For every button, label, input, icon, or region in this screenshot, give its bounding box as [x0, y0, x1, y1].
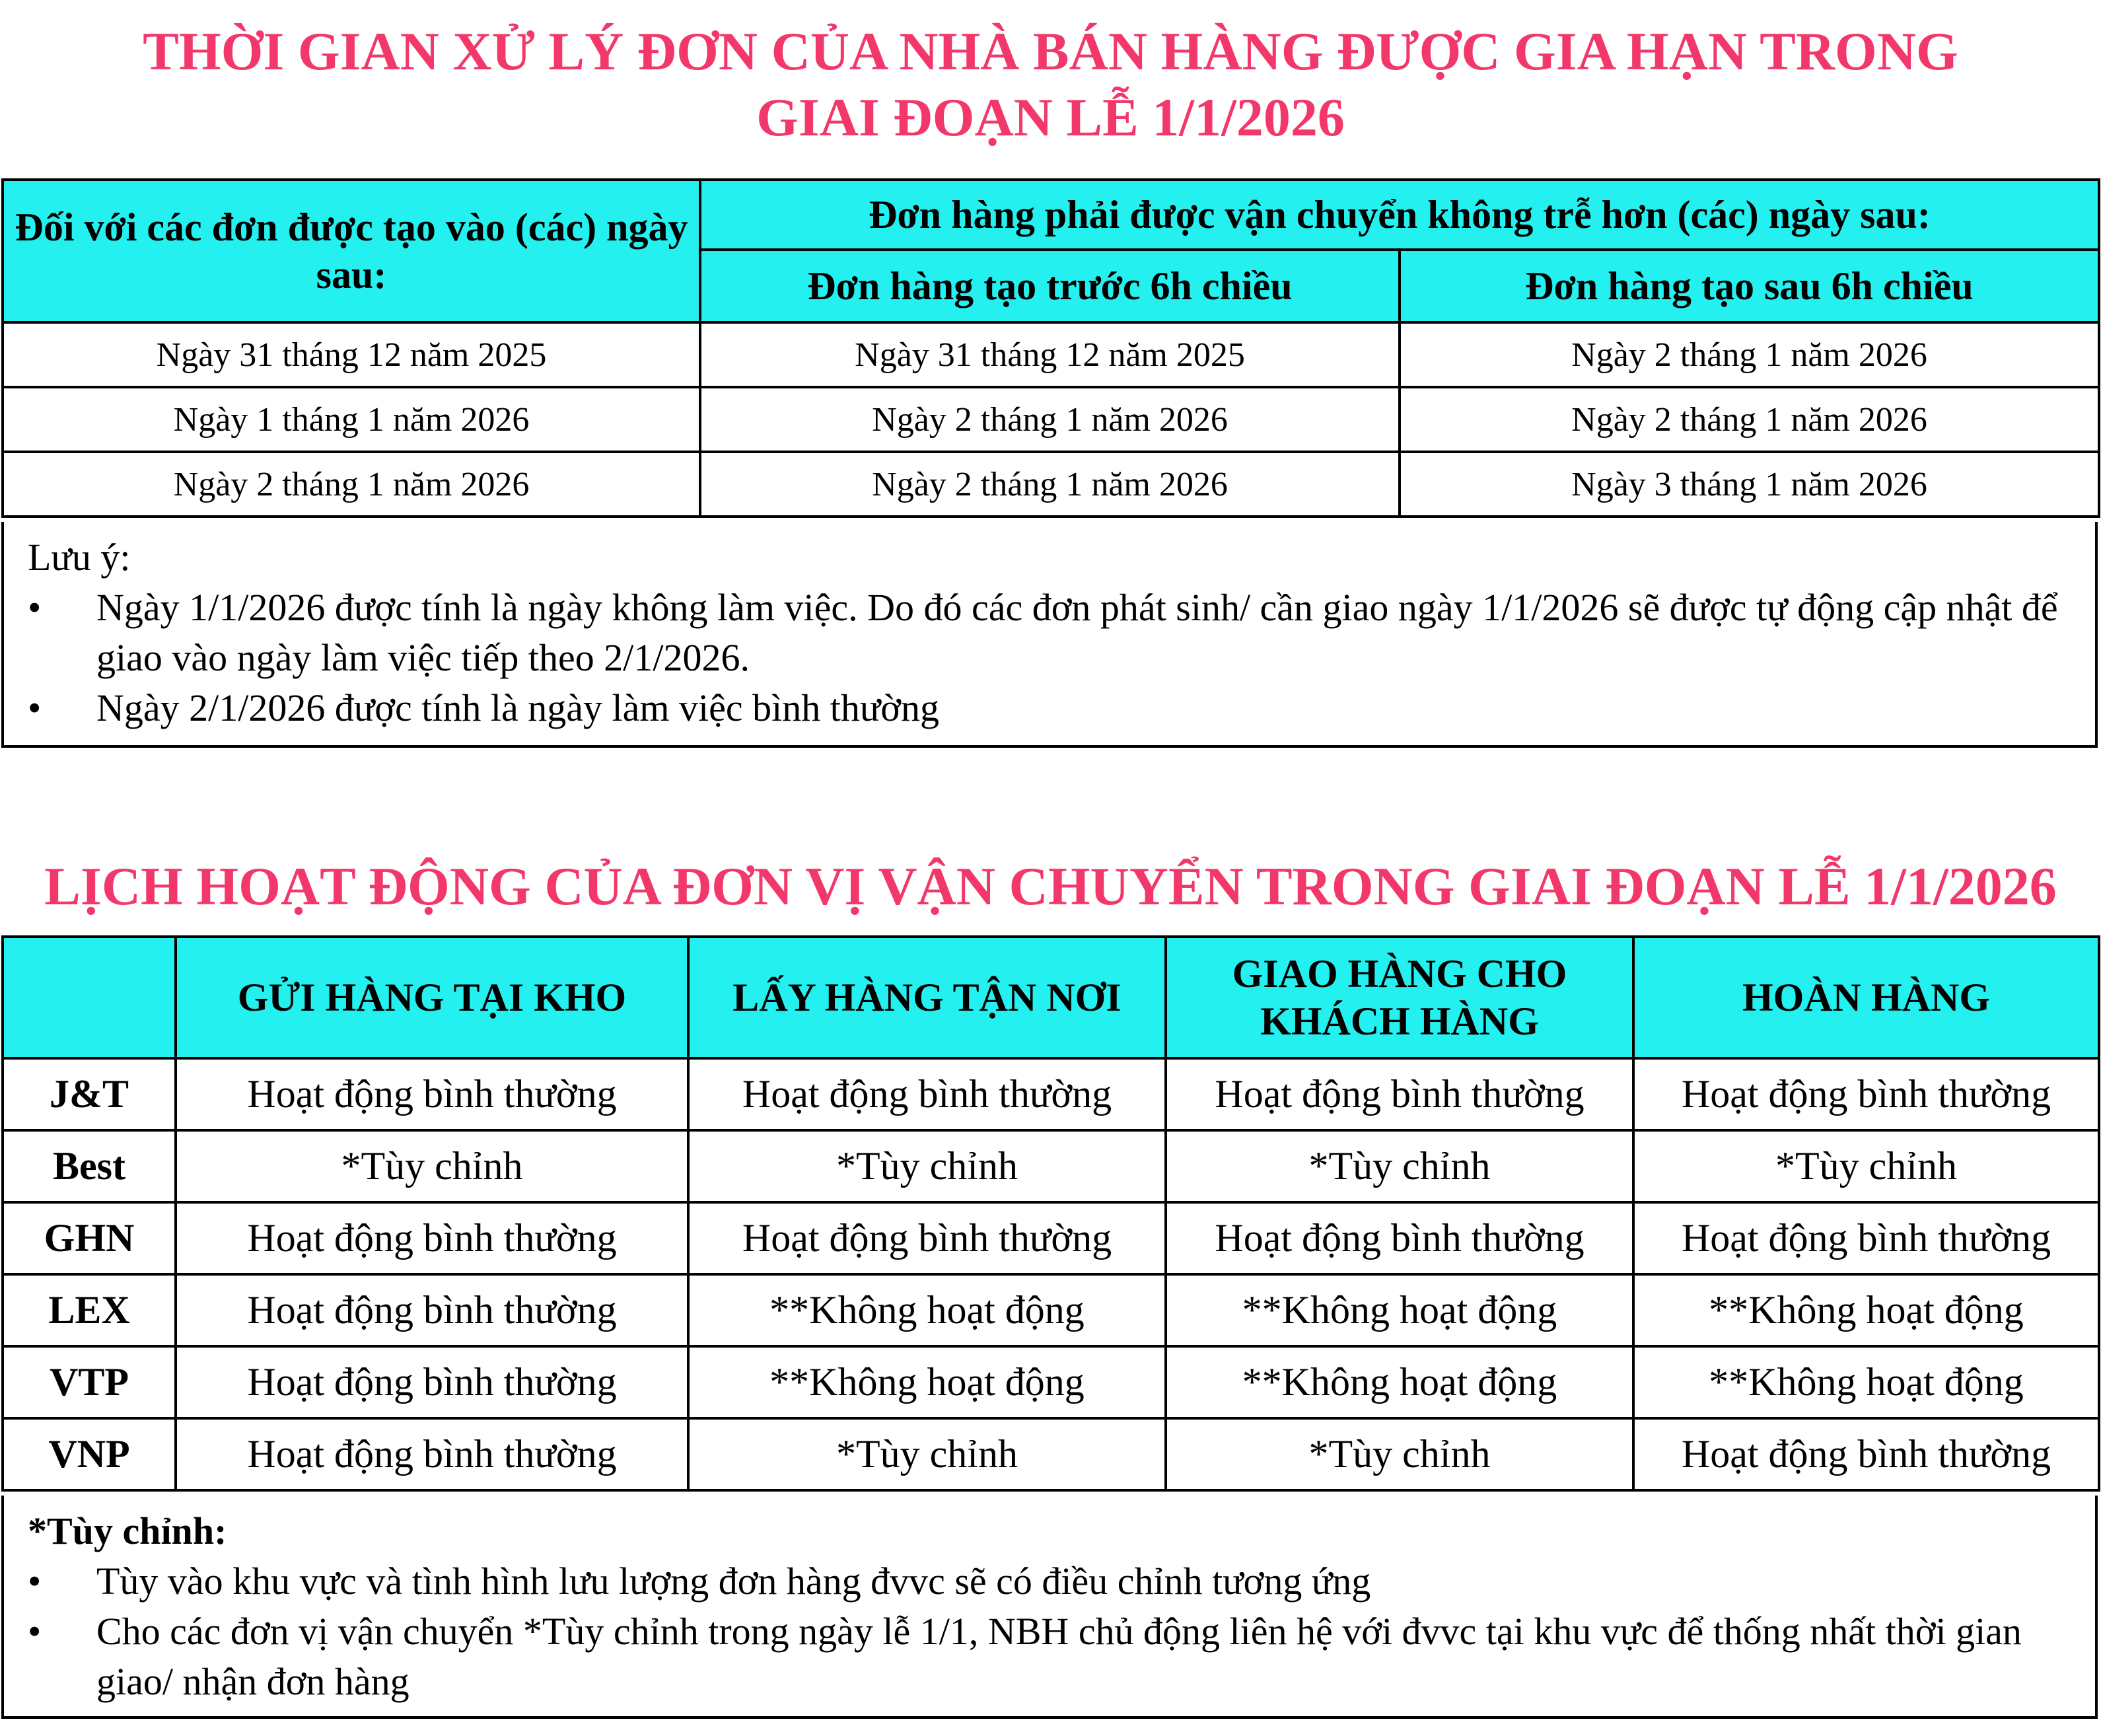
- table-cell: *Tùy chỉnh: [176, 1130, 688, 1202]
- list-item: [28, 583, 2071, 683]
- carrier-name: LEX: [3, 1274, 176, 1346]
- table-cell: Hoạt động bình thường: [1166, 1202, 1633, 1274]
- carrier-schedule-title: LỊCH HOẠT ĐỘNG CỦA ĐƠN VỊ VẬN CHUYỂN TRONG GIAI ĐOẠN LỄ 1/1/2026: [44, 856, 2057, 916]
- table-cell: **Không hoạt động: [688, 1346, 1166, 1418]
- header-delivery: GIAO HÀNG CHO KHÁCH HÀNG: [1166, 937, 1633, 1058]
- table-cell: Ngày 2 tháng 1 năm 2026: [1400, 322, 2099, 387]
- table-cell: *Tùy chỉnh: [688, 1130, 1166, 1202]
- table-cell: Hoạt động bình thường: [1633, 1418, 2099, 1490]
- carrier-name: GHN: [3, 1202, 176, 1274]
- table-cell: **Không hoạt động: [1633, 1346, 2099, 1418]
- table-row: [3, 387, 2099, 452]
- table-row: [3, 1346, 2099, 1418]
- header-after-6pm: Đơn hàng tạo sau 6h chiều: [1400, 250, 2099, 322]
- table-cell: Hoạt động bình thường: [688, 1202, 1166, 1274]
- title-line-2: GIAI ĐOẠN LỄ 1/1/2026: [756, 87, 1345, 147]
- carrier-name: J&T: [3, 1058, 176, 1130]
- table-cell: **Không hoạt động: [1166, 1346, 1633, 1418]
- table-cell: **Không hoạt động: [688, 1274, 1166, 1346]
- table-row: [3, 1058, 2099, 1130]
- bullet-icon: •: [28, 686, 42, 729]
- table-cell: Ngày 1 tháng 1 năm 2026: [3, 387, 700, 452]
- carrier-name: VTP: [3, 1346, 176, 1418]
- table-row: [3, 322, 2099, 387]
- table-cell: Ngày 31 tháng 12 năm 2025: [700, 322, 1400, 387]
- bullet-icon: •: [28, 586, 42, 629]
- note-text: Ngày 1/1/2026 được tính là ngày không làm việc. Do đó các đơn phát sinh/ cần giao ngày 1/1/2026 sẽ được tự động cập nhật để giao vào ngày làm việc tiếp theo 2/1/2026.: [96, 586, 2058, 679]
- table-cell: Ngày 2 tháng 1 năm 2026: [700, 452, 1400, 517]
- processing-time-title: [0, 18, 2101, 151]
- table-cell: Ngày 2 tháng 1 năm 2026: [1400, 387, 2099, 452]
- header-ship-by: Đơn hàng phải được vận chuyển không trễ hơn (các) ngày sau:: [700, 180, 2099, 250]
- table-cell: *Tùy chỉnh: [1166, 1418, 1633, 1490]
- header-pickup: LẤY HÀNG TẬN NƠI: [688, 937, 1166, 1058]
- carrier-name: VNP: [3, 1418, 176, 1490]
- list-item: [28, 683, 2071, 733]
- carrier-schedule-table: [1, 935, 2100, 1492]
- header-carrier: [3, 937, 176, 1058]
- table-cell: Hoạt động bình thường: [1633, 1202, 2099, 1274]
- table-row: [3, 1274, 2099, 1346]
- bullet-icon: •: [28, 1560, 42, 1603]
- carrier-name: Best: [3, 1130, 176, 1202]
- table-cell: Ngày 2 tháng 1 năm 2026: [700, 387, 1400, 452]
- note-text: Tùy vào khu vực và tình hình lưu lượng đơn hàng đvvc sẽ có điều chỉnh tương ứng: [96, 1560, 1371, 1603]
- table-cell: Hoạt động bình thường: [1166, 1058, 1633, 1130]
- table-cell: **Không hoạt động: [1633, 1274, 2099, 1346]
- table-cell: Ngày 31 tháng 12 năm 2025: [3, 322, 700, 387]
- note-text: Cho các đơn vị vận chuyển *Tùy chỉnh trong ngày lễ 1/1, NBH chủ động liên hệ với đvvc tại khu vực để thống nhất thời gian giao/ nhận đơn hàng: [96, 1610, 2022, 1703]
- table-cell: *Tùy chỉnh: [1166, 1130, 1633, 1202]
- custom-notes: [1, 1496, 2098, 1719]
- table-cell: *Tùy chỉnh: [688, 1418, 1166, 1490]
- processing-time-table: [1, 178, 2100, 518]
- header-before-6pm: Đơn hàng tạo trước 6h chiều: [700, 250, 1400, 322]
- note-title: *Tùy chỉnh:: [28, 1509, 227, 1552]
- list-item: [28, 1607, 2071, 1707]
- table-cell: **Không hoạt động: [1166, 1274, 1633, 1346]
- table-row: [3, 1130, 2099, 1202]
- list-item: [28, 1556, 2071, 1607]
- title-line-1: THỜI GIAN XỬ LÝ ĐƠN CỦA NHÀ BÁN HÀNG ĐƯỢC GIA HẠN TRONG: [143, 21, 1958, 81]
- table-cell: Hoạt động bình thường: [1633, 1058, 2099, 1130]
- table-row: [3, 452, 2099, 517]
- table-cell: Hoạt động bình thường: [176, 1418, 688, 1490]
- table-cell: Ngày 2 tháng 1 năm 2026: [3, 452, 700, 517]
- table-cell: Hoạt động bình thường: [688, 1058, 1166, 1130]
- table-cell: Hoạt động bình thường: [176, 1274, 688, 1346]
- table-row: [3, 1202, 2099, 1274]
- table-cell: *Tùy chỉnh: [1633, 1130, 2099, 1202]
- table-cell: Ngày 3 tháng 1 năm 2026: [1400, 452, 2099, 517]
- header-created-date: Đối với các đơn được tạo vào (các) ngày sau:: [3, 180, 700, 322]
- bullet-icon: •: [28, 1610, 42, 1653]
- note-text: Ngày 2/1/2026 được tính là ngày làm việc bình thường: [96, 686, 939, 729]
- processing-notes: [1, 522, 2098, 748]
- table-row: [3, 1418, 2099, 1490]
- header-return: HOÀN HÀNG: [1633, 937, 2099, 1058]
- table-cell: Hoạt động bình thường: [176, 1202, 688, 1274]
- table-cell: Hoạt động bình thường: [176, 1346, 688, 1418]
- note-title: Lưu ý:: [28, 536, 131, 579]
- table-cell: Hoạt động bình thường: [176, 1058, 688, 1130]
- header-drop-off: GỬI HÀNG TẠI KHO: [176, 937, 688, 1058]
